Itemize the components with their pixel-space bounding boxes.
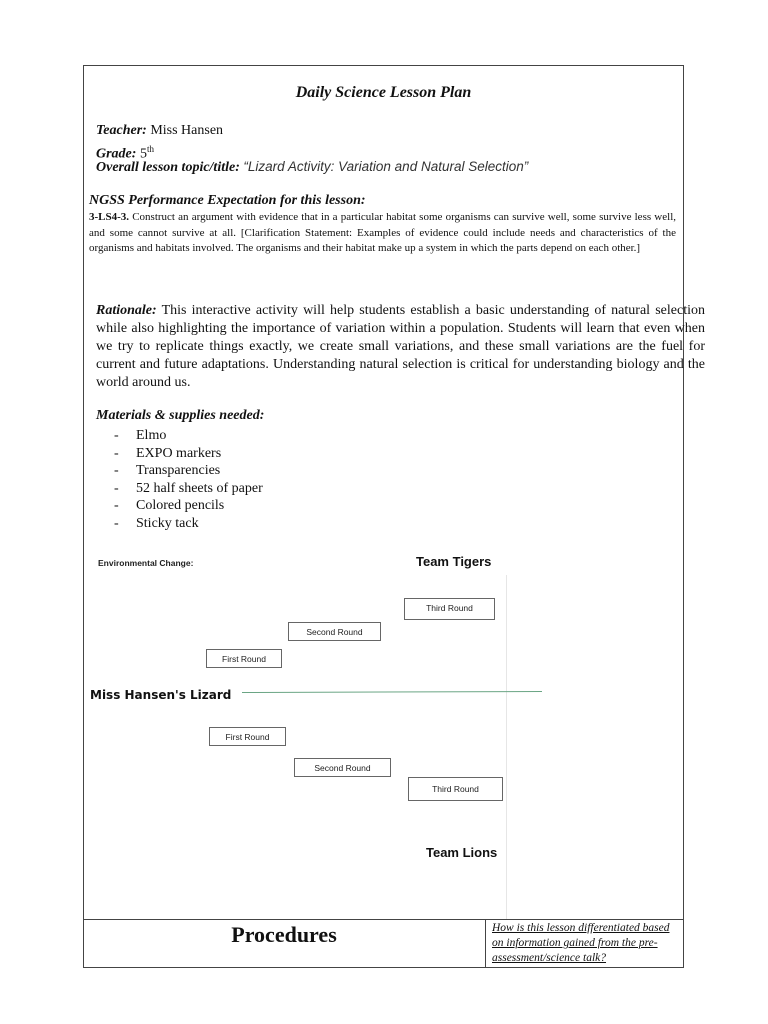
grade-suffix: th	[146, 144, 154, 154]
list-item: - Transparencies	[114, 463, 221, 478]
ngss-code: 3-LS4-3.	[89, 211, 130, 223]
tigers-third-round-box: Third Round	[404, 598, 495, 620]
materials-list	[114, 427, 263, 532]
ngss-statement	[89, 210, 676, 257]
materials-heading: Materials & supplies needed:	[96, 408, 265, 423]
rationale-paragraph	[96, 302, 705, 392]
ngss-text: Construct an argument with evidence that in a particular habitat some organisms can survive well, some survive less well, and some cannot survive at all. [Clarification Statement: Examples of evidence could include needs and characteristics of the organisms and habitats involved. The organisms and their habitat make up a system in which the parts depend on each other.]	[89, 211, 676, 254]
teacher-label: Teacher:	[96, 123, 147, 138]
topic-line	[96, 158, 528, 177]
grade-value: 5	[139, 146, 147, 162]
lizard-label: Miss Hansen's Lizard	[90, 688, 232, 702]
topic-value: “Lizard Activity: Variation and Natural Selection”	[243, 159, 529, 174]
teacher-line	[96, 122, 223, 140]
procedures-heading: Procedures	[231, 922, 337, 947]
rationale-label: Rationale:	[96, 303, 157, 318]
list-item: - EXPO markers	[114, 445, 222, 461]
teacher-value: Miss Hansen	[150, 123, 224, 138]
list-item: - Elmo	[114, 428, 167, 443]
lions-first-round-box: First Round	[209, 727, 286, 746]
environmental-change-label: Environmental Change:	[98, 558, 194, 568]
topic-label: Overall lesson topic/title:	[96, 160, 240, 175]
page-title: Daily Science Lesson Plan	[295, 84, 472, 101]
differentiation-question: How is this lesson differentiated based on information gained from the pre-assessment/science talk?	[492, 922, 670, 964]
ngss-heading: NGSS Performance Expectation for this lesson:	[89, 193, 366, 208]
list-item: - 52 half sheets of paper	[114, 480, 263, 496]
lions-third-round-box: Third Round	[408, 777, 503, 801]
procedures-column-divider	[485, 919, 486, 968]
list-item: - Colored pencils	[114, 498, 225, 513]
list-item: - Sticky tack	[114, 515, 199, 531]
team-tigers-label: Team Tigers	[416, 554, 492, 569]
diagram-edge-line	[506, 575, 507, 920]
grade-label: Grade:	[96, 146, 137, 162]
team-lions-label: Team Lions	[426, 845, 498, 860]
rationale-text: This interactive activity will help students establish a basic understanding of natural selection while also highlighting the importance of variation within a population. Students will learn that even when we try to replicate things exactly, we create small variations, and these small variations are the fuel for current and future adaptations. Understanding natural selection is critical for understanding biology and the world around us.	[96, 303, 705, 390]
tigers-second-round-box: Second Round	[288, 622, 381, 641]
tigers-first-round-box: First Round	[206, 649, 282, 668]
lions-second-round-box: Second Round	[294, 758, 391, 777]
